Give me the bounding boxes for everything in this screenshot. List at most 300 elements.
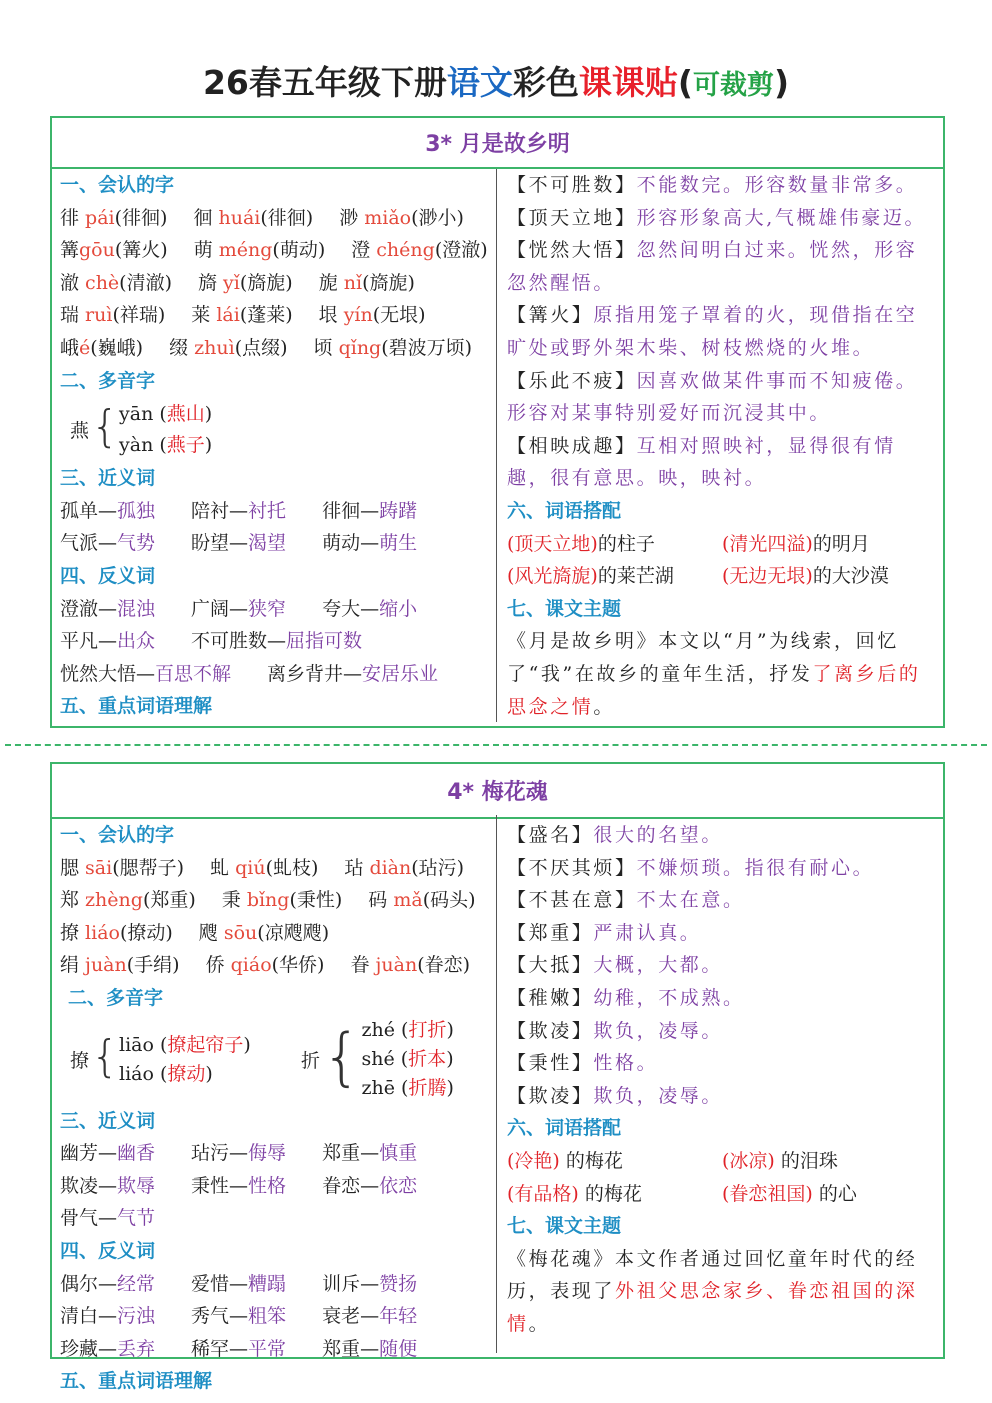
term-entry bbox=[507, 202, 937, 235]
pinyin: juàn bbox=[375, 954, 418, 977]
synonym-match: 渴望 bbox=[248, 532, 287, 555]
polyphone-readings bbox=[361, 1016, 453, 1103]
dash-sign: — bbox=[98, 1337, 118, 1360]
dash-sign: — bbox=[229, 499, 249, 522]
hanzi: 篝 bbox=[60, 239, 80, 262]
hanzi: 绢 bbox=[60, 954, 86, 977]
pinyin: méng bbox=[218, 239, 273, 262]
collocation bbox=[507, 1178, 722, 1211]
synonym-word: 秉性 bbox=[191, 1174, 230, 1197]
synonym-list bbox=[60, 1137, 490, 1235]
collocation-modifier: (冷艳) bbox=[507, 1149, 560, 1172]
dash-sign: — bbox=[136, 662, 156, 685]
section-heading: 五、重点词语理解 bbox=[60, 695, 213, 718]
term-entry bbox=[507, 234, 937, 299]
pinyin: chéng bbox=[376, 239, 435, 262]
antonym-word: 广阔 bbox=[191, 597, 230, 620]
collocation-noun: 的梅花 bbox=[559, 1149, 623, 1172]
term-definition: 互相对照映衬，显得很有情趣，很有意思。映，映衬。 bbox=[507, 434, 896, 490]
example-word: (玷污) bbox=[411, 856, 465, 879]
pinyin: mǎ bbox=[393, 889, 423, 912]
hanzi: 侨 bbox=[205, 954, 231, 977]
title-grade: 26春五年级下册 bbox=[202, 63, 447, 102]
dash-sign: — bbox=[360, 597, 380, 620]
dash-sign: — bbox=[360, 1174, 380, 1197]
example-word: (撩动) bbox=[119, 921, 173, 944]
hanzi: 旎 bbox=[318, 271, 344, 294]
collocation-noun: 的泪珠 bbox=[774, 1149, 838, 1172]
example-word: (华侨) bbox=[271, 954, 325, 977]
example-word: (手绢) bbox=[126, 954, 180, 977]
antonym-match: 糟蹋 bbox=[248, 1272, 287, 1295]
pinyin: yàn bbox=[119, 433, 154, 456]
antonym-word: 爱惜 bbox=[191, 1272, 230, 1295]
term-entry bbox=[507, 430, 937, 495]
section-heading: 二、多音字 bbox=[60, 369, 156, 392]
polyphone-reading: liáo (撩动) bbox=[119, 1062, 213, 1085]
term-word: 【顶天立地】 bbox=[507, 206, 637, 229]
hanzi: 撩 bbox=[60, 921, 86, 944]
pinyin: liāo bbox=[119, 1033, 154, 1056]
title-cuttable: 可裁剪 bbox=[692, 70, 774, 101]
title-colored: 彩色 bbox=[512, 63, 579, 102]
synonym-word: 孤单 bbox=[60, 499, 99, 522]
term-list bbox=[507, 169, 937, 495]
antonym-match: 混浊 bbox=[117, 597, 156, 620]
dash-sign: — bbox=[98, 1207, 118, 1230]
cut-line bbox=[5, 744, 987, 746]
antonym-word: 平凡 bbox=[60, 630, 99, 653]
character-row bbox=[60, 949, 490, 982]
antonym-match: 平常 bbox=[248, 1337, 287, 1360]
example-word: (无垠) bbox=[372, 304, 426, 327]
synonym-match: 幽香 bbox=[117, 1142, 156, 1165]
collocation-modifier: (风光旖旎) bbox=[507, 565, 598, 588]
pinyin: huái bbox=[218, 206, 261, 229]
dash-sign: — bbox=[229, 597, 249, 620]
term-word: 【欺凌】 bbox=[507, 1019, 594, 1042]
term-word: 【郑重】 bbox=[507, 921, 594, 944]
polyphone-readings bbox=[119, 399, 212, 461]
dash-sign: — bbox=[360, 1142, 380, 1165]
pinyin: zhē bbox=[361, 1077, 395, 1100]
hanzi: 徊 bbox=[193, 206, 219, 229]
example-word: (眷恋) bbox=[417, 954, 471, 977]
term-entry bbox=[507, 819, 937, 852]
antonym-word: 衰老 bbox=[322, 1305, 361, 1328]
hanzi: 峨 bbox=[60, 336, 80, 359]
collocation-list bbox=[507, 1145, 937, 1210]
synonym-match: 侮辱 bbox=[248, 1142, 287, 1165]
brace-icon: { bbox=[91, 400, 120, 452]
term-entry bbox=[507, 982, 937, 1015]
dash-sign: — bbox=[360, 1272, 380, 1295]
pinyin: diàn bbox=[369, 856, 412, 879]
character-row bbox=[60, 267, 490, 300]
term-word: 【相映成趣】 bbox=[507, 434, 637, 457]
dash-sign: — bbox=[98, 499, 118, 522]
dash-sign: — bbox=[360, 1305, 380, 1328]
pinyin: qǐng bbox=[338, 336, 382, 359]
term-list bbox=[507, 819, 937, 1112]
term-entry bbox=[507, 299, 937, 364]
title-subject: 语文 bbox=[446, 63, 513, 102]
dash-sign: — bbox=[98, 1305, 118, 1328]
collocation bbox=[507, 560, 722, 593]
synonym-row bbox=[60, 495, 490, 528]
example-word: 燕子 bbox=[166, 433, 205, 456]
lesson-right-column bbox=[507, 169, 937, 723]
collocation-modifier: (清光四溢) bbox=[722, 532, 813, 555]
pinyin: yín bbox=[343, 304, 373, 327]
brace-icon: { bbox=[91, 1030, 120, 1082]
pinyin: nǐ bbox=[343, 271, 363, 294]
collocation-modifier: (无边无垠) bbox=[722, 565, 813, 588]
section-heading: 四、反义词 bbox=[60, 564, 156, 587]
section-heading: 六、词语搭配 bbox=[507, 499, 622, 522]
example-word: (碧波万顷) bbox=[381, 336, 473, 359]
term-word: 【恍然大悟】 bbox=[507, 239, 637, 262]
dash-sign: — bbox=[229, 1305, 249, 1328]
polyphone-char: 燕 bbox=[70, 420, 90, 443]
example-word: 打折 bbox=[408, 1019, 447, 1042]
example-word: 撩动 bbox=[167, 1062, 206, 1085]
term-definition: 严肃认真。 bbox=[593, 921, 702, 944]
synonym-word: 玷污 bbox=[191, 1142, 230, 1165]
synonym-match: 欺辱 bbox=[117, 1174, 156, 1197]
antonym-match: 粗笨 bbox=[248, 1305, 287, 1328]
collocation-modifier: (眷恋祖国) bbox=[722, 1182, 813, 1205]
synonym-row bbox=[60, 1202, 490, 1235]
synonym-match: 孤独 bbox=[117, 499, 156, 522]
section-heading: 一、会认的字 bbox=[60, 824, 175, 846]
synonym-row bbox=[60, 1137, 490, 1170]
term-entry bbox=[507, 917, 937, 950]
antonym-word: 澄澈 bbox=[60, 597, 99, 620]
page-title bbox=[0, 58, 992, 111]
example-word: (郑重) bbox=[142, 889, 196, 912]
antonym-match: 经常 bbox=[117, 1272, 156, 1295]
term-entry bbox=[507, 884, 937, 917]
character-row bbox=[60, 202, 490, 235]
term-word: 【不甚在意】 bbox=[507, 889, 637, 912]
hanzi: 飕 bbox=[198, 921, 224, 944]
polyphone-char: 撩 bbox=[70, 1050, 90, 1073]
collocation-row bbox=[507, 560, 937, 593]
antonym-row bbox=[60, 625, 490, 658]
synonym-match: 萌生 bbox=[379, 532, 418, 555]
pinyin: zhé bbox=[361, 1019, 395, 1042]
pinyin: liáo bbox=[85, 921, 120, 944]
term-entry bbox=[507, 949, 937, 982]
collocation-noun: 的明月 bbox=[812, 532, 870, 555]
antonym-row bbox=[60, 1268, 490, 1301]
collocation-row bbox=[507, 1178, 937, 1211]
lesson-heading: 3* 月是故乡明 bbox=[52, 118, 943, 169]
synonym-row bbox=[60, 1170, 490, 1203]
pinyin: shé bbox=[361, 1048, 395, 1071]
antonym-match: 赞扬 bbox=[379, 1272, 418, 1295]
hanzi: 垠 bbox=[318, 304, 344, 327]
example-word: (萌动) bbox=[272, 239, 326, 262]
theme-text: 《梅花魂》本文作者通过回忆童年时代的经历，表现了 bbox=[507, 1247, 918, 1303]
hanzi: 秉 bbox=[221, 889, 247, 912]
antonym-row bbox=[60, 1300, 490, 1333]
pinyin: yān bbox=[119, 402, 154, 425]
collocation bbox=[722, 1178, 857, 1211]
lesson-theme bbox=[507, 625, 937, 723]
polyphone-reading: yàn (燕子) bbox=[119, 433, 213, 456]
antonym-word: 离乡背井 bbox=[267, 662, 344, 685]
section-heading: 六、词语搭配 bbox=[507, 1117, 622, 1140]
hanzi: 腮 bbox=[60, 856, 86, 879]
lesson-theme bbox=[507, 1243, 937, 1341]
synonym-word: 欺凌 bbox=[60, 1174, 99, 1197]
dash-sign: — bbox=[98, 597, 118, 620]
hanzi: 徘 bbox=[60, 206, 86, 229]
pinyin: gōu bbox=[79, 239, 115, 262]
term-definition: 不嫌烦琐。指很有耐心。 bbox=[636, 856, 875, 879]
antonym-list bbox=[60, 593, 490, 691]
polyphone-readings bbox=[119, 1031, 291, 1089]
collocation-row bbox=[507, 1145, 937, 1178]
term-entry bbox=[507, 1047, 937, 1080]
dash-sign: — bbox=[229, 1272, 249, 1295]
synonym-match: 慎重 bbox=[379, 1142, 418, 1165]
dash-sign: — bbox=[267, 630, 287, 653]
term-definition: 幼稚，不成熟。 bbox=[593, 986, 745, 1009]
hanzi: 渺 bbox=[339, 206, 365, 229]
pinyin: zhuì bbox=[194, 336, 235, 359]
polyphone-group bbox=[60, 397, 490, 462]
term-definition: 不太在意。 bbox=[636, 889, 745, 912]
term-definition: 原指用笼子罩着的火，现借指在空旷处或野外架木柴、树枝燃烧的火堆。 bbox=[507, 304, 918, 359]
pinyin: sōu bbox=[223, 921, 258, 944]
hanzi: 顷 bbox=[313, 336, 339, 359]
lesson-left-column bbox=[60, 819, 490, 1398]
antonym-list bbox=[60, 1268, 490, 1366]
example-word: (凉飕飕) bbox=[257, 921, 330, 944]
term-definition: 不能数完。形容数量非常多。 bbox=[636, 174, 918, 196]
example-word: 燕山 bbox=[166, 402, 205, 425]
pinyin: lái bbox=[216, 304, 240, 327]
synonym-word: 幽芳 bbox=[60, 1142, 99, 1165]
theme-highlight: 外祖父思念家乡、眷恋祖国的深情 bbox=[507, 1280, 918, 1335]
column-divider bbox=[496, 169, 497, 722]
synonym-word: 骨气 bbox=[60, 1207, 99, 1230]
hanzi: 瑞 bbox=[60, 304, 86, 327]
character-row bbox=[60, 852, 490, 885]
dash-sign: — bbox=[360, 499, 380, 522]
hanzi: 澈 bbox=[60, 271, 86, 294]
theme-end: 。 bbox=[528, 1312, 551, 1335]
title-paren-close: ) bbox=[773, 63, 790, 102]
synonym-match: 气节 bbox=[117, 1207, 156, 1230]
character-list bbox=[60, 202, 490, 365]
brace-icon: { bbox=[322, 1019, 362, 1093]
antonym-word: 稀罕 bbox=[191, 1337, 230, 1360]
example-word: (徘徊) bbox=[114, 206, 168, 229]
antonym-match: 屈指可数 bbox=[286, 630, 363, 653]
example-word: (祥瑞) bbox=[112, 304, 166, 327]
antonym-match: 年轻 bbox=[379, 1305, 418, 1328]
antonym-word: 珍藏 bbox=[60, 1337, 99, 1360]
dash-sign: — bbox=[98, 532, 118, 555]
synonym-word: 气派 bbox=[60, 532, 99, 555]
example-word: (蓬莱) bbox=[239, 304, 293, 327]
hanzi: 码 bbox=[368, 889, 394, 912]
column-divider bbox=[496, 815, 497, 1353]
hanzi: 虬 bbox=[210, 856, 236, 879]
dash-sign: — bbox=[98, 630, 118, 653]
synonym-word: 郑重 bbox=[322, 1142, 361, 1165]
example-word: (巍峨) bbox=[90, 336, 144, 359]
lesson-heading: 4* 梅花魂 bbox=[52, 764, 943, 819]
example-word: (码头) bbox=[422, 889, 476, 912]
antonym-word: 训斥 bbox=[322, 1272, 361, 1295]
term-word: 【秉性】 bbox=[507, 1052, 594, 1075]
section-heading: 五、重点词语理解 bbox=[60, 1370, 213, 1393]
polyphone-reading: liāo (撩起帘子) bbox=[119, 1033, 251, 1056]
antonym-word: 秀气 bbox=[191, 1305, 230, 1328]
dash-sign: — bbox=[229, 1337, 249, 1360]
term-word: 【欺凌】 bbox=[507, 1084, 594, 1107]
example-word: 撩起帘子 bbox=[167, 1033, 244, 1056]
synonym-match: 性格 bbox=[248, 1174, 287, 1197]
lesson-right-column bbox=[507, 819, 937, 1341]
collocation bbox=[507, 528, 722, 561]
term-definition: 忽然间明白过来。恍然，形容忽然醒悟。 bbox=[507, 239, 918, 294]
section-heading: 一、会认的字 bbox=[60, 174, 175, 196]
term-definition: 欺负，凌辱。 bbox=[593, 1084, 724, 1107]
pinyin: miǎo bbox=[364, 206, 412, 229]
synonym-match: 气势 bbox=[117, 532, 156, 555]
term-entry bbox=[507, 365, 937, 430]
theme-highlight: 了离乡后的思念之情 bbox=[507, 662, 921, 718]
polyphone-reading: yān (燕山) bbox=[119, 402, 213, 425]
character-row bbox=[60, 332, 490, 365]
pinyin: juàn bbox=[85, 954, 127, 977]
hanzi: 旖 bbox=[198, 271, 224, 294]
section-heading: 三、近义词 bbox=[60, 467, 156, 490]
example-word: (澄澈) bbox=[434, 239, 488, 262]
dash-sign: — bbox=[98, 1142, 118, 1165]
example-word: 折本 bbox=[408, 1048, 447, 1071]
dash-sign: — bbox=[229, 532, 249, 555]
pinyin: liáo bbox=[119, 1062, 154, 1085]
collocation-list bbox=[507, 528, 937, 593]
antonym-match: 丢弃 bbox=[117, 1337, 156, 1360]
term-entry bbox=[507, 1080, 937, 1113]
collocation-noun: 的大沙漠 bbox=[812, 565, 889, 588]
example-word: (腮帮子) bbox=[112, 856, 185, 879]
collocation-modifier: (有品格) bbox=[507, 1182, 579, 1205]
term-word: 【盛名】 bbox=[507, 824, 594, 846]
term-definition: 欺负，凌辱。 bbox=[593, 1019, 724, 1042]
character-row bbox=[60, 884, 490, 917]
section-heading: 七、课文主题 bbox=[507, 597, 622, 620]
character-row bbox=[60, 234, 490, 267]
dash-sign: — bbox=[98, 1272, 118, 1295]
antonym-word: 不可胜数 bbox=[191, 630, 268, 653]
hanzi: 缀 bbox=[169, 336, 195, 359]
term-definition: 形容形象高大,气概雄伟豪迈。 bbox=[636, 206, 927, 229]
antonym-match: 百思不解 bbox=[155, 662, 232, 685]
antonym-row bbox=[60, 593, 490, 626]
antonym-word: 恍然大悟 bbox=[60, 662, 137, 685]
collocation-noun: 的莱芒湖 bbox=[597, 565, 674, 588]
collocation bbox=[722, 1145, 838, 1178]
antonym-row bbox=[60, 658, 490, 691]
synonym-match: 踌躇 bbox=[379, 499, 418, 522]
collocation-noun: 的心 bbox=[812, 1182, 857, 1205]
pinyin: yǐ bbox=[223, 271, 240, 294]
antonym-match: 随便 bbox=[379, 1337, 418, 1360]
pinyin: bǐng bbox=[246, 889, 290, 912]
title-lesson-sticker: 课课贴 bbox=[578, 63, 678, 102]
pinyin: ruì bbox=[85, 304, 113, 327]
polyphone-char: 折 bbox=[301, 1050, 321, 1073]
antonym-match: 污浊 bbox=[117, 1305, 156, 1328]
antonym-word: 偶尔 bbox=[60, 1272, 99, 1295]
dash-sign: — bbox=[343, 662, 363, 685]
example-word: (清澈) bbox=[119, 271, 172, 294]
antonym-match: 狭窄 bbox=[248, 597, 287, 620]
synonym-word: 眷恋 bbox=[322, 1174, 361, 1197]
dash-sign: — bbox=[98, 1174, 118, 1197]
antonym-word: 郑重 bbox=[322, 1337, 361, 1360]
section-heading: 四、反义词 bbox=[60, 1239, 156, 1262]
antonym-row bbox=[60, 1333, 490, 1366]
hanzi: 眷 bbox=[350, 954, 376, 977]
term-word: 【不厌其烦】 bbox=[507, 856, 637, 879]
term-definition: 性格。 bbox=[593, 1052, 659, 1075]
synonym-word: 陪衬 bbox=[191, 499, 230, 522]
pinyin: qiáo bbox=[230, 954, 272, 977]
theme-text: 《月是故乡明》本文以“月”为线索，回忆了“我”在故乡的童年生活，抒发 bbox=[507, 630, 899, 685]
pinyin: zhèng bbox=[85, 889, 143, 912]
example-word: (旖旎) bbox=[362, 271, 415, 294]
pinyin: pái bbox=[85, 206, 115, 229]
synonym-word: 盼望 bbox=[191, 532, 230, 555]
collocation-row bbox=[507, 528, 937, 561]
example-word: (旖旎) bbox=[239, 271, 293, 294]
section-heading: 三、近义词 bbox=[60, 1109, 156, 1132]
term-entry bbox=[507, 169, 937, 202]
hanzi: 萌 bbox=[193, 239, 219, 262]
example-word: (徘徊) bbox=[260, 206, 314, 229]
antonym-match: 出众 bbox=[117, 630, 156, 653]
collocation bbox=[722, 560, 889, 593]
example-word: (秉性) bbox=[289, 889, 343, 912]
collocation-noun: 的柱子 bbox=[597, 532, 655, 555]
antonym-word: 清白 bbox=[60, 1305, 99, 1328]
character-list bbox=[60, 852, 490, 982]
term-definition: 很大的名望。 bbox=[593, 824, 724, 846]
collocation-modifier: (冰凉) bbox=[722, 1149, 775, 1172]
pinyin: sāi bbox=[85, 856, 113, 879]
antonym-word: 夸大 bbox=[322, 597, 361, 620]
synonym-word: 徘徊 bbox=[322, 499, 361, 522]
lesson-card-2 bbox=[50, 762, 945, 1393]
character-row bbox=[60, 299, 490, 332]
term-word: 【稚嫩】 bbox=[507, 986, 594, 1009]
term-word: 【乐此不疲】 bbox=[507, 369, 637, 392]
dash-sign: — bbox=[229, 1174, 249, 1197]
lesson-left-column bbox=[60, 169, 490, 723]
synonym-match: 衬托 bbox=[248, 499, 287, 522]
collocation bbox=[722, 528, 870, 561]
